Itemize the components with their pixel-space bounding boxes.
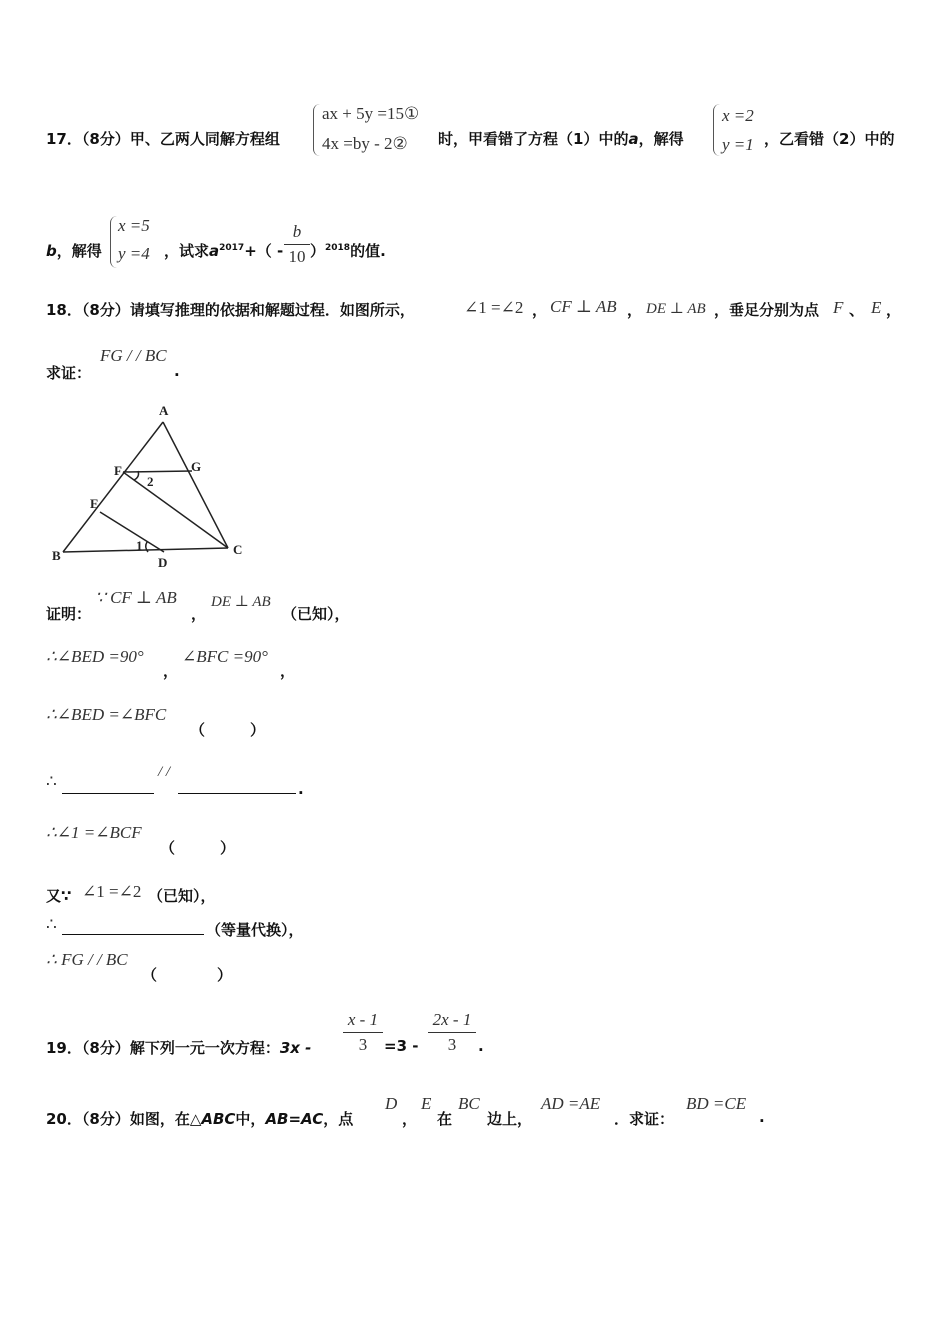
q18-intro: 18．（8分）请填写推理的依据和解题过程．如图所示， xyxy=(46,301,415,319)
proof-l4-parallel: / / xyxy=(158,764,171,780)
q19-fraction-2: 2x - 1 3 xyxy=(428,1010,476,1055)
q18-comma: ， xyxy=(532,301,548,319)
q17-eq1: ax + 5y =15① xyxy=(322,104,420,123)
label-2: 2 xyxy=(147,474,154,489)
q20-adae: AD =AE xyxy=(541,1094,601,1113)
q17-end: ）$^{2018}$的值. xyxy=(310,242,386,260)
q17-eq2: 4x =by - 2② xyxy=(322,134,408,153)
triangle-figure xyxy=(48,400,258,575)
proof-l1c: （已知）， xyxy=(282,605,350,623)
label-b: B xyxy=(52,548,61,563)
prove-label: 求证： xyxy=(46,364,92,382)
q19-mid: =3 - xyxy=(384,1037,419,1055)
blank-1[interactable] xyxy=(62,779,154,794)
proof-l7-therefore: ∴ xyxy=(46,915,57,934)
label-g: G xyxy=(191,459,202,474)
proof-l5-reason[interactable]: （ ） xyxy=(160,839,236,857)
proof-l1a: ∵ CF ⊥ AB xyxy=(95,588,177,607)
q18-comma2: ， xyxy=(627,301,643,319)
q18-cond3: DE ⊥ AB xyxy=(646,301,706,317)
q18-pt-f: F xyxy=(833,298,844,317)
q20-bc: BC xyxy=(458,1094,480,1113)
q18-end: ， xyxy=(886,301,902,319)
blank-2[interactable] xyxy=(178,779,296,794)
q19-intro: 19．（8分）解下列一元一次方程：3x - xyxy=(46,1039,312,1057)
label-a: A xyxy=(159,403,169,418)
q17-sol1-brace xyxy=(713,104,720,156)
proof-l7-reason: （等量代换）， xyxy=(206,921,304,939)
label-1: 1 xyxy=(136,538,143,553)
prove-period: . xyxy=(174,362,180,380)
q17-sol2-brace xyxy=(110,216,117,268)
proof-comma3: ， xyxy=(280,662,296,680)
label-c: C xyxy=(233,542,243,557)
proof-l6b: ∠1 =∠2 xyxy=(82,882,142,901)
q17-sol1-x: x =2 xyxy=(722,106,754,125)
label-d: D xyxy=(158,555,168,570)
proof-comma1: ， xyxy=(191,605,207,623)
proof-comma2: ， xyxy=(163,662,179,680)
proof-l4-period: . xyxy=(298,780,304,798)
q17-text-b: 时，甲看错了方程（1）中的a，解得 xyxy=(438,130,684,148)
q18-pt-e: E xyxy=(871,298,882,317)
q20-intro: 20．（8分）如图，在△ABC中，AB=AC，点 xyxy=(46,1110,354,1128)
proof-label: 证明： xyxy=(46,605,92,623)
segment-ed xyxy=(100,512,164,552)
proof-l2b: ∠BFC =90° xyxy=(182,647,268,666)
proof-l2a: ∴∠BED =90° xyxy=(46,647,144,666)
q17-system-brace xyxy=(313,104,320,156)
proof-l6c: （已知）， xyxy=(148,887,216,905)
label-e: E xyxy=(90,496,99,511)
segment-fg xyxy=(123,471,192,472)
q17-sol1-y: y =1 xyxy=(722,135,754,154)
q17-text-f: ，试求$a^{2017}+$（ - xyxy=(164,242,284,260)
q17-line2: b，解得 xyxy=(46,242,102,260)
proof-l3-reason[interactable]: （ ） xyxy=(190,721,266,739)
q17-number: 17．（8分）甲、乙两人同解方程组 xyxy=(46,130,280,148)
q18-text2: ，垂足分别为点 xyxy=(714,301,820,319)
proof-l8-reason[interactable]: （ ） xyxy=(142,966,233,984)
proof-l4-therefore: ∴ xyxy=(46,772,57,791)
q17-sol2-x: x =5 xyxy=(118,216,150,235)
q19-end: . xyxy=(478,1037,484,1055)
q18-cond2: CF ⊥ AB xyxy=(550,297,617,316)
q20-end: . xyxy=(759,1108,765,1126)
proof-l8: ∴ FG / / BC xyxy=(46,950,128,969)
q20-bdce: BD =CE xyxy=(686,1094,747,1113)
q20-d: D xyxy=(385,1094,398,1113)
proof-l3: ∴∠BED =∠BFC xyxy=(46,705,167,724)
proof-l1b: DE ⊥ AB xyxy=(211,594,271,610)
q17-text-d: ，乙看错（2）中的 xyxy=(764,130,895,148)
q20-e: E xyxy=(421,1094,432,1113)
blank-3[interactable] xyxy=(62,920,204,935)
proof-l6a: 又∵ xyxy=(46,887,72,905)
q20-text-f: ．求证： xyxy=(614,1110,675,1128)
q18-sep: 、 xyxy=(849,301,865,319)
q19-fraction-1: x - 1 3 xyxy=(343,1010,383,1055)
proof-l5: ∴∠1 =∠BCF xyxy=(46,823,142,842)
q20-text-e: 边上， xyxy=(487,1110,533,1128)
q18-cond1: ∠1 =∠2 xyxy=(464,298,524,317)
prove-statement: FG / / BC xyxy=(100,346,167,365)
q20-comma: ， xyxy=(402,1110,418,1128)
q17-sol2-y: y =4 xyxy=(118,244,150,263)
side-ac xyxy=(163,422,228,548)
q20-text-d: 在 xyxy=(437,1110,453,1128)
label-f: F xyxy=(114,463,122,478)
q17-fraction: b 10 xyxy=(284,222,310,267)
